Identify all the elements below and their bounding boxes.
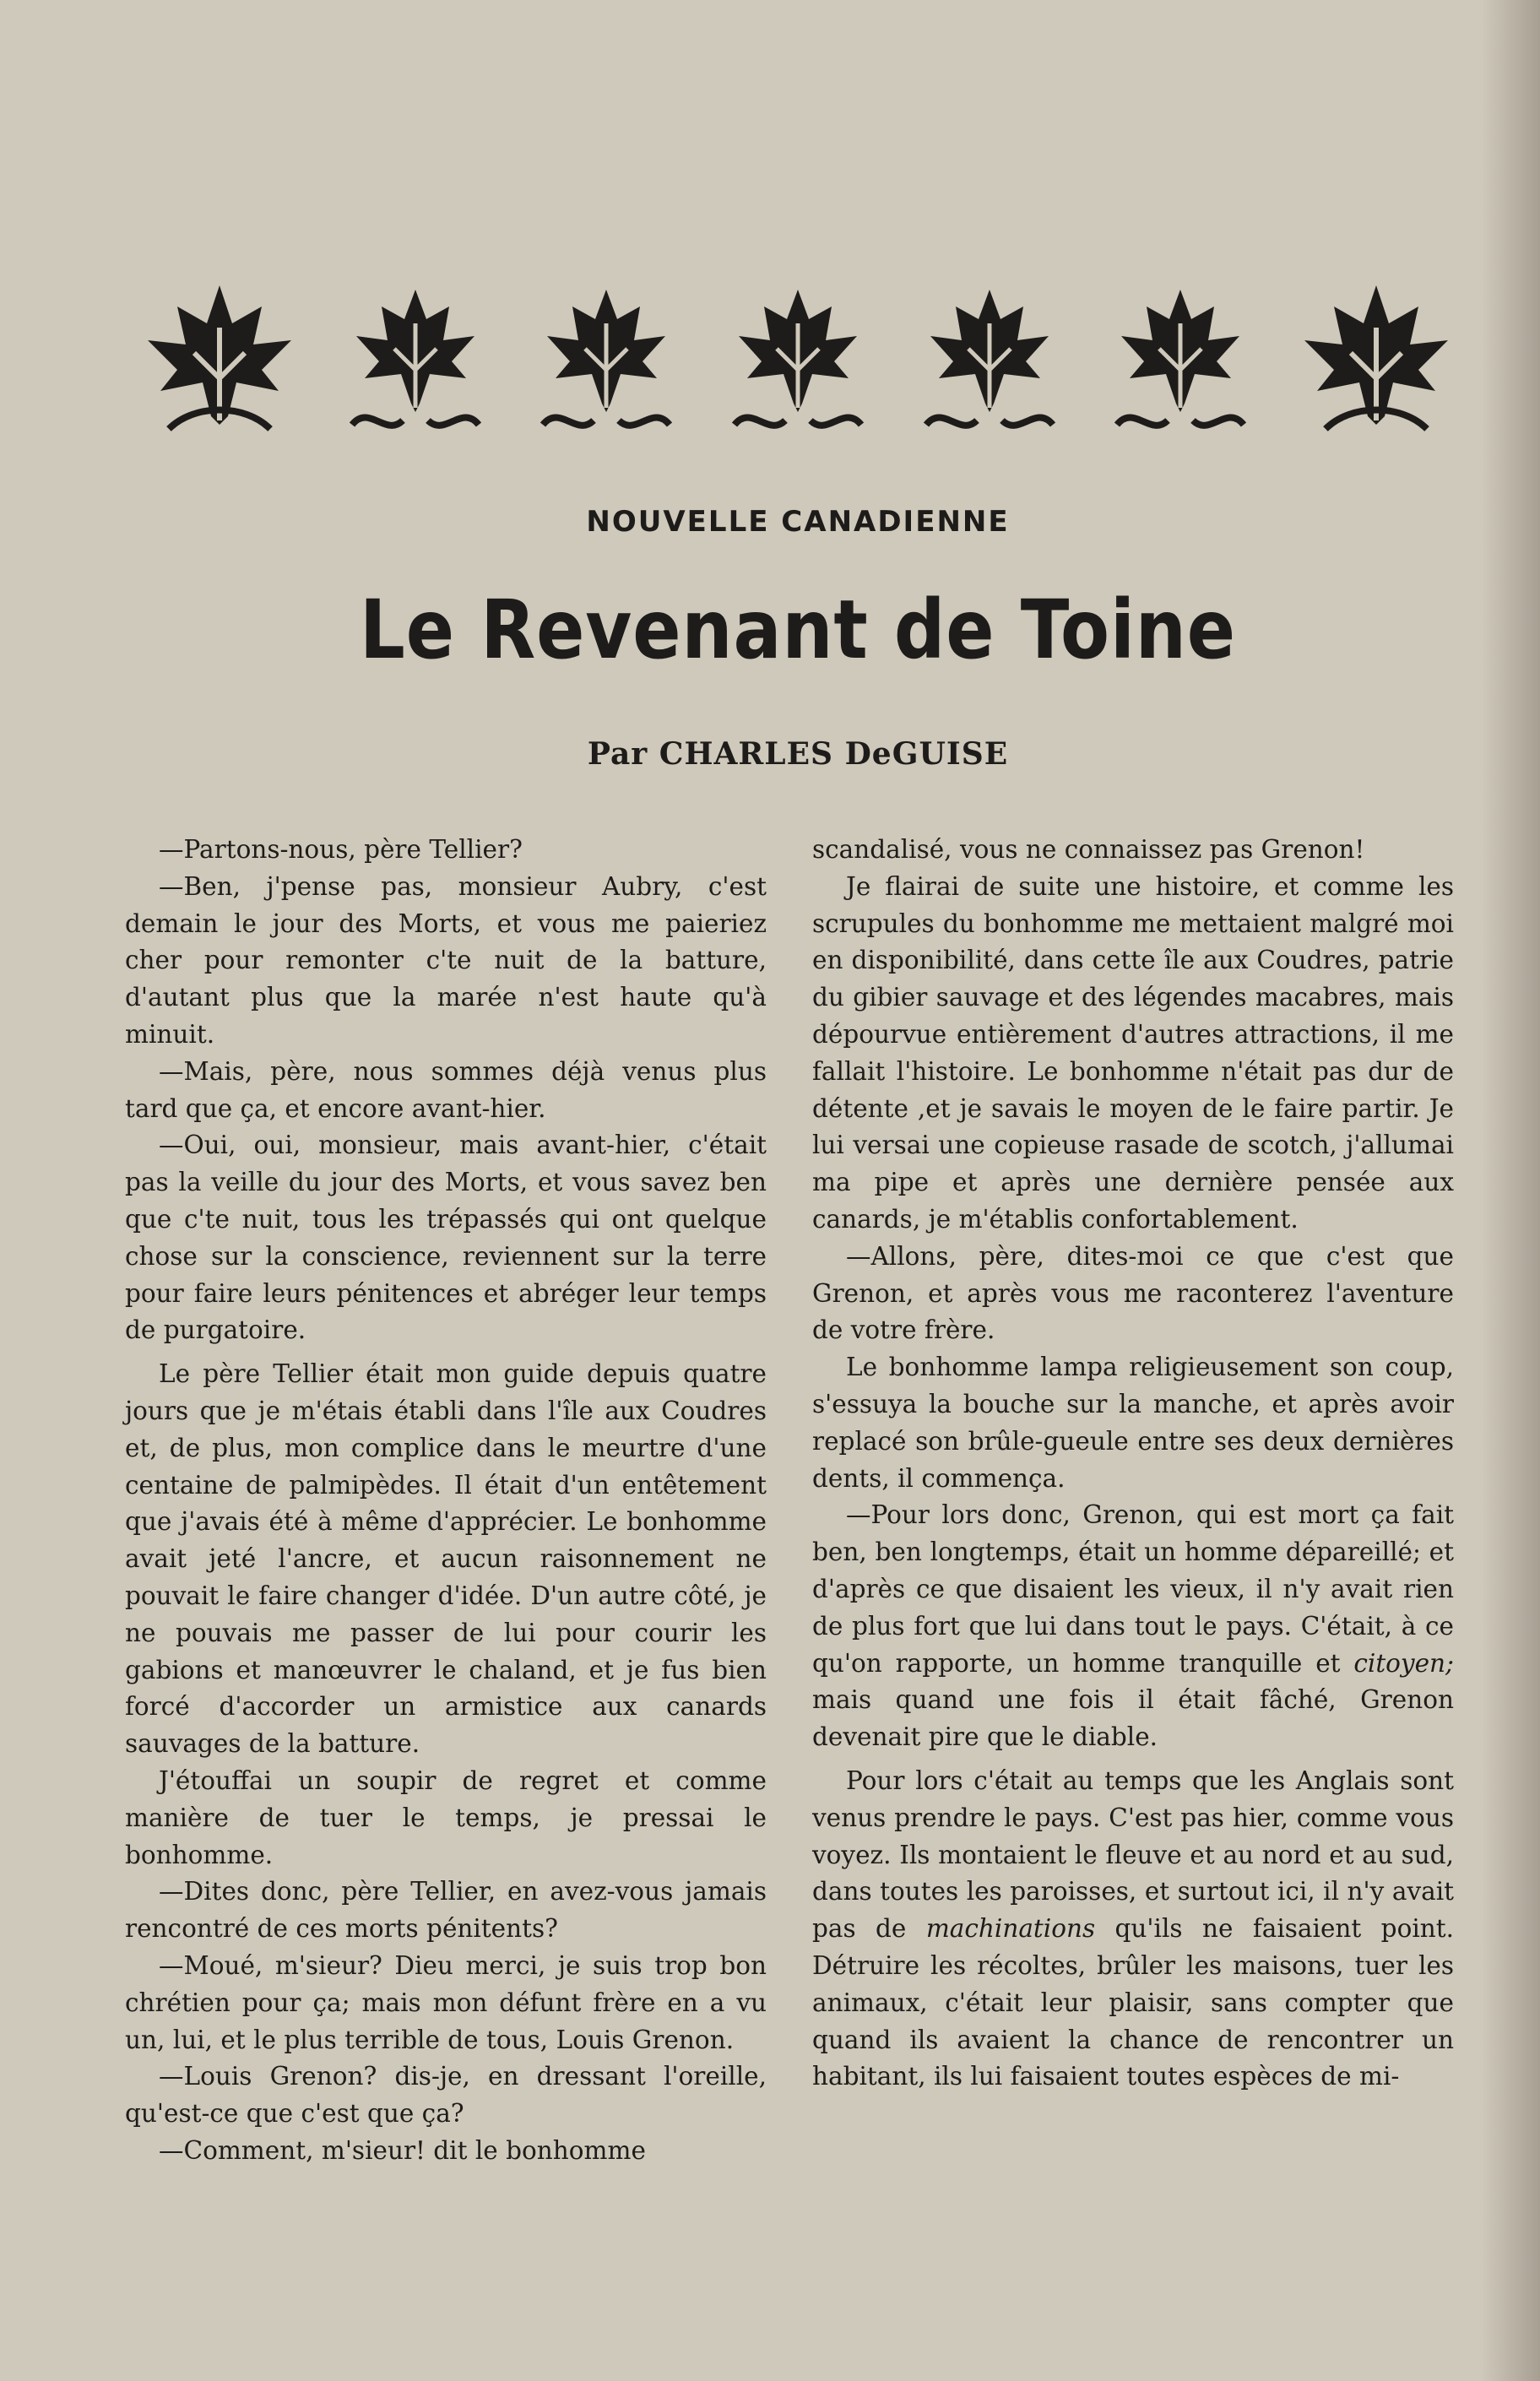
paragraph: [812, 1763, 1454, 2096]
paragraph: J'étouffai un soupir de regret et comme manière de tuer le temps, je pressai le bonhomme.: [125, 1765, 767, 1869]
page-edge-shadow: [1481, 0, 1540, 2381]
paragraph: —Ben, j'pense pas, monsieur Aubry, c'est demain le jour des Morts, et vous me paieriez cher pour remonter c'te nuit de la batture, d'autant plus que la marée n'est haute qu'à minuit.: [125, 871, 767, 1049]
article-byline: Par CHARLES DeGUISE: [587, 736, 1009, 772]
paragraph: —Oui, oui, monsieur, mais avant-hier, c'était pas la veille du jour des Morts, et vous savez ben que c'te nuit, tous les trépassés qui ont quelque chose sur la conscience, reviennent sur la terre pour faire leurs pénitences et abréger leur temps de purgatoire.: [125, 1131, 767, 1345]
paragraph: Le bonhomme lampa religieusement son coup, s'essuya la bouche sur la manche, et après avoir replacé son brûle-gueule entre ses deux dernières dents, il commença.: [812, 1353, 1454, 1493]
maple-leaf-icon: [526, 277, 686, 446]
paragraph: [812, 1497, 1454, 1756]
paragraph: —Comment, m'sieur! dit le bonhomme: [159, 2135, 646, 2165]
section-kicker: NOUVELLE CANADIENNE: [586, 505, 1010, 539]
italic-word: machinations: [925, 1914, 1096, 1944]
paragraph: scandalisé, vous ne connaissez pas Grenon!: [812, 835, 1365, 864]
maple-leaf-icon: [135, 277, 304, 446]
italic-word: citoyen;: [1353, 1648, 1454, 1678]
maple-leaf-icon: [1100, 277, 1261, 446]
paragraph: Je flairai de suite une histoire, et comme les scrupules du bonhomme me mettaient malgré moi en disponibilité, dans cette île aux Coudres, patrie du gibier sauvage et des légendes macabres, mais dépourvue entièrement d'autres attractions, il me fallait l'histoire. Le bonhomme n'était pas dur de détente ,et je savais le moyen de le faire partir. Je lui versai une copieuse rasade de scotch, j'allumai ma pipe et après une dernière pensée aux canards, je m'établis confortablement.: [812, 871, 1454, 1234]
maple-leaf-icon: [909, 277, 1070, 446]
maple-leaf-icon: [335, 277, 496, 446]
paragraph-text: —Pour lors donc, Grenon, qui est mort ça fait ben, ben longtemps, était un homme dépareillé; et d'après ce que disaient les vieux, il n'y avait rien de plus fort que lui dans tout le pays. C'était, à ce qu'on rapporte, un homme tranquille et: [812, 1500, 1454, 1678]
paragraph-text: Pour lors c'était au temps que les Anglais sont venus prendre le pays. C'est pas hier, comme vous voyez. Ils montaient le fleuve et au nord et au sud, dans toutes les paroisses, et surtout ici, il n'y avait pas de: [812, 1765, 1454, 1944]
paragraph: —Louis Grenon? dis-je, en dressant l'oreille, qu'est-ce que c'est que ça?: [125, 2062, 767, 2129]
paragraph: Le père Tellier était mon guide depuis quatre jours que je m'étais établi dans l'île aux Coudres et, de plus, mon complice dans le meurtre d'une centaine de palmipèdes. Il était d'un entêtement que j'avais été à même d'apprécier. Le bonhomme avait jeté l'ancre, et aucun raisonnement ne pouvait le faire changer d'idée. D'un autre côté, je ne pouvais me passer de lui pour courir les gabions et manœuvrer le chaland, et je fus bien forcé d'accorder un armistice aux canards sauvages de la batture.: [125, 1359, 767, 1759]
paragraph: —Dites donc, père Tellier, en avez-vous jamais rencontré de ces morts pénitents?: [125, 1877, 767, 1944]
paragraph: —Mais, père, nous sommes déjà venus plus tard que ça, et encore avant-hier.: [125, 1056, 767, 1123]
maple-leaf-icon: [1292, 277, 1461, 446]
right-column: [812, 832, 1454, 2096]
left-column: [125, 832, 767, 2170]
article-title: Le Revenant de Toine: [360, 583, 1236, 677]
paragraph: —Allons, père, dites-moi ce que c'est que Grenon, et après vous me raconterez l'aventure de votre frère.: [812, 1241, 1454, 1345]
paragraph: —Partons-nous, père Tellier?: [159, 835, 523, 864]
maple-leaf-icon: [718, 277, 878, 446]
maple-leaf-ornament-band: [135, 268, 1461, 454]
paragraph: —Moué, m'sieur? Dieu merci, je suis trop bon chrétien pour ça; mais mon défunt frère en a vu un, lui, et le plus terrible de tous, Louis Grenon.: [125, 1950, 767, 2054]
paragraph-text: qu'ils ne faisaient point. Détruire les récoltes, brûler les maisons, tuer les animaux, c'était leur plaisir, sans compter que quand ils avaient la chance de rencontrer un habitant, ils lui faisaient toutes espèces de mi-: [812, 1914, 1454, 2091]
paragraph-text: mais quand une fois il était fâché, Grenon devenait pire que le diable.: [812, 1685, 1454, 1752]
